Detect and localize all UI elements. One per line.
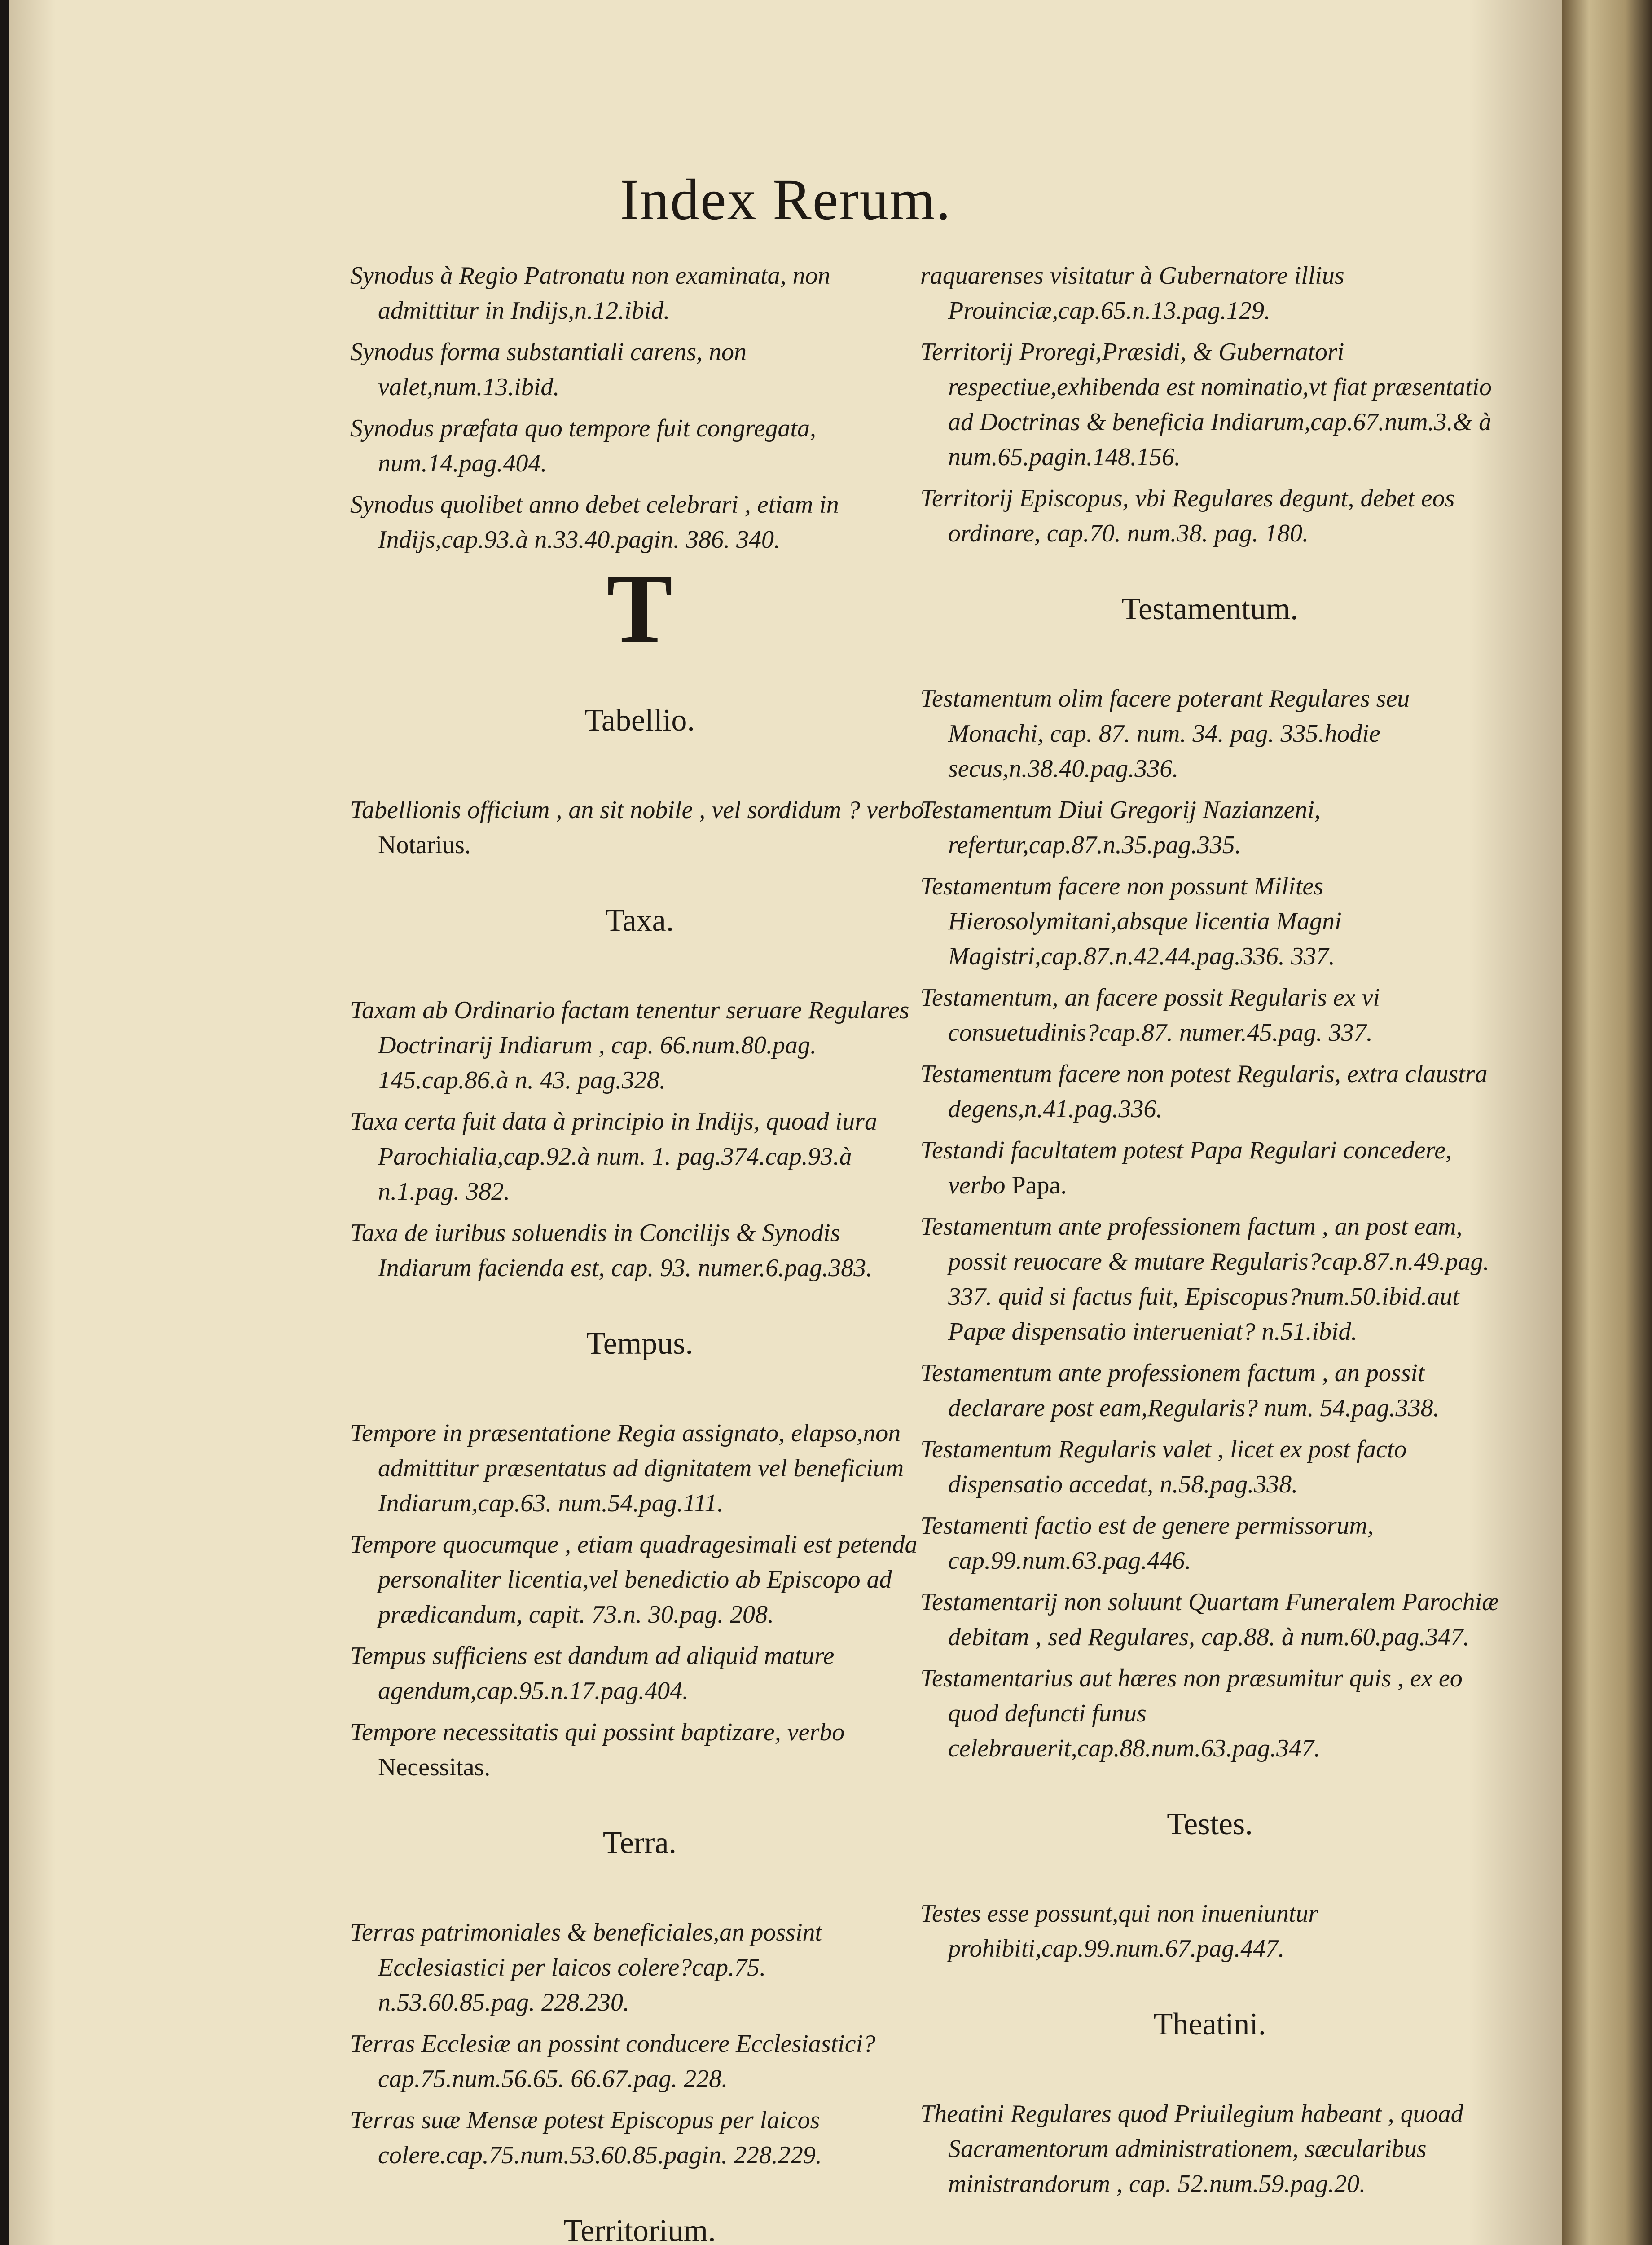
index-entry [920, 335, 1499, 475]
index-entry [350, 258, 929, 328]
index-entry [920, 1133, 1499, 1203]
entry-text: Testamenti factio est de genere permissorum, cap.99.num.63.pag.446. [920, 1512, 1374, 1575]
entry-text: Synodus præfata quo tempore fuit congregata, num.14.pag.404. [350, 414, 816, 477]
section-letter: T [606, 554, 673, 663]
index-entry [920, 1209, 1499, 1349]
index-entry [920, 1056, 1499, 1127]
entry-text: Tabellionis officium , an sit nobile , vel sordidum ? verbo [350, 796, 924, 824]
section-heading: Tabellio. [584, 703, 695, 738]
index-entry [920, 1661, 1499, 1766]
left-column [350, 258, 929, 2245]
section-heading: Theatini. [1153, 2007, 1266, 2042]
entry-text: Testamentum ante professionem factum , an possit declarare post eam,Regularis? num. 54.pag.338. [920, 1359, 1440, 1422]
entry-text: Tempus sufficiens est dandum ad aliquid mature agendum,cap.95.n.17.pag.404. [350, 1642, 835, 1705]
entry-text: Testes esse possunt,qui non inueniuntur prohibiti,cap.99.num.67.pag.447. [920, 1900, 1318, 1963]
page-title: Index Rerum. [620, 167, 952, 232]
entry-text: Tempore in præsentatione Regia assignato, elapso,non admittitur præsentatus ad dignitatem vel beneficium Indiarum,cap.63. num.54.pag.111. [350, 1419, 904, 1517]
entry-text: Taxam ab Ordinario factam tenentur seruare Regulares Doctrinarij Indiarum , cap. 66.num.80.pag. 145.cap.86.à n. 43. pag.328. [350, 996, 909, 1094]
entry-reference: Notarius. [378, 831, 471, 859]
index-entry [920, 869, 1499, 974]
entry-text: Testamentum facere non possunt Milites Hierosolymitani,absque licentia Magni Magistri,cap.87.n.42.44.pag.336. 337. [920, 872, 1342, 970]
index-entry [920, 1356, 1499, 1426]
index-entry [350, 1104, 929, 1209]
index-entry [920, 258, 1499, 328]
entry-text: Testamentum olim facere poterant Regulares seu Monachi, cap. 87. num. 34. pag. 335.hodie secus,n.38.40.pag.336. [920, 685, 1410, 783]
entry-text: Testamentarij non soluunt Quartam Funeralem Parochiæ debitam , sed Regulares, cap.88. à num.60.pag.347. [920, 1588, 1499, 1651]
entry-text: Testamentum Regularis valet , licet ex post facto dispensatio accedat, n.58.pag.338. [920, 1435, 1407, 1498]
section-heading: Tempus. [586, 1326, 694, 1361]
entry-text: Tempore necessitatis qui possint baptizare, verbo [350, 1718, 845, 1746]
book-edge [1562, 0, 1652, 2245]
right-column [920, 258, 1499, 2208]
index-entry [920, 1585, 1499, 1655]
entry-text: Taxa certa fuit data à principio in Indijs, quoad iura Parochialia,cap.92.à num. 1. pag.374.cap.93.à n.1.pag. 382. [350, 1108, 877, 1206]
index-entry [350, 487, 929, 557]
entry-text: raquarenses visitatur à Gubernatore illius Prouinciæ,cap.65.n.13.pag.129. [920, 262, 1344, 325]
index-entry [920, 980, 1499, 1050]
entry-text: Testandi facultatem potest Papa Regulari concedere, verbo [920, 1136, 1452, 1199]
entry-text: Terras Ecclesiæ an possint conducere Ecclesiastici?cap.75.num.56.65. 66.67.pag. 228. [350, 2030, 876, 2093]
index-entry [350, 1638, 929, 1708]
section-heading: Territorium. [563, 2214, 716, 2245]
entry-text: Testamentum, an facere possit Regularis ex vi consuetudinis?cap.87. numer.45.pag. 337. [920, 984, 1380, 1047]
entry-text: Taxa de iuribus soluendis in Concilijs & Synodis Indiarum facienda est, cap. 93. numer.6.pag.383. [350, 1219, 873, 1282]
index-entry [350, 2026, 929, 2096]
entry-text: Testamentum Diui Gregorij Nazianzeni, refertur,cap.87.n.35.pag.335. [920, 796, 1321, 859]
entry-text: Testamentum ante professionem factum , an post eam, possit reuocare & mutare Regularis?cap.87.n.49.pag. 337. quid si factus fuit, Episcopus?num.50.ibid.aut Papæ dispensatio interueniat? n.51.ibid. [920, 1213, 1489, 1346]
index-entry [350, 1215, 929, 1285]
index-entry [350, 792, 929, 863]
book-page [9, 0, 1562, 2245]
index-entry [920, 1432, 1499, 1502]
entry-text: Terras patrimoniales & beneficiales,an possint Ecclesiastici per laicos colere?cap.75. n.53.60.85.pag. 228.230. [350, 1919, 822, 2016]
entry-reference: Papa. [1011, 1171, 1067, 1199]
entry-text: Synodus quolibet anno debet celebrari , etiam in Indijs,cap.93.à n.33.40.pagin. 386. 340. [350, 491, 839, 554]
index-entry [920, 2096, 1499, 2201]
index-entry [350, 335, 929, 405]
entry-text: Theatini Regulares quod Priuilegium habeant , quoad Sacramentorum administrationem, sæcularibus ministrandorum , cap. 52.num.59.pag.20. [920, 2100, 1463, 2198]
index-entry [920, 1896, 1499, 1966]
entry-reference: Necessitas. [378, 1753, 491, 1781]
entry-text: Terras suæ Mensæ potest Episcopus per laicos colere.cap.75.num.53.60.85.pagin. 228.229. [350, 2106, 822, 2169]
index-entry [350, 1915, 929, 2020]
section-heading: Terra. [602, 1826, 677, 1860]
index-entry [350, 1527, 929, 1632]
index-entry [350, 993, 929, 1098]
index-entry [350, 1416, 929, 1521]
index-entry [920, 1508, 1499, 1578]
entry-text: Territorij Episcopus, vbi Regulares degunt, debet eos ordinare, cap.70. num.38. pag. 180. [920, 484, 1455, 547]
index-entry [350, 2103, 929, 2173]
entry-text: Territorij Proregi,Præsidi, & Gubernatori respectiue,exhibenda est nominatio,vt fiat præsentatio ad Doctrinas & beneficia Indiarum,cap.67.num.3.& à num.65.pagin.148.156. [920, 338, 1492, 471]
entry-text: Testamentarius aut hæres non præsumitur quis , ex eo quod defuncti funus celebrauerit,cap.88.num.63.pag.347. [920, 1664, 1463, 1762]
index-entry [350, 411, 929, 481]
entry-text: Synodus à Regio Patronatu non examinata, non admittitur in Indijs,n.12.ibid. [350, 262, 830, 325]
entry-text: Testamentum facere non potest Regularis, extra claustra degens,n.41.pag.336. [920, 1060, 1488, 1123]
entry-text: Tempore quocumque , etiam quadragesimali est petenda personaliter licentia,vel benedictio ab Episcopo ad prædicandum, capit. 73.n. 30.pag. 208. [350, 1531, 918, 1629]
index-entry [920, 481, 1499, 551]
index-entry [350, 1715, 929, 1785]
section-heading: Taxa. [605, 903, 674, 938]
index-entry [920, 681, 1499, 786]
section-heading: Testamentum. [1121, 592, 1298, 626]
entry-text: Synodus forma substantiali carens, non valet,num.13.ibid. [350, 338, 747, 401]
index-entry [920, 792, 1499, 863]
section-heading: Testes. [1167, 1807, 1253, 1841]
